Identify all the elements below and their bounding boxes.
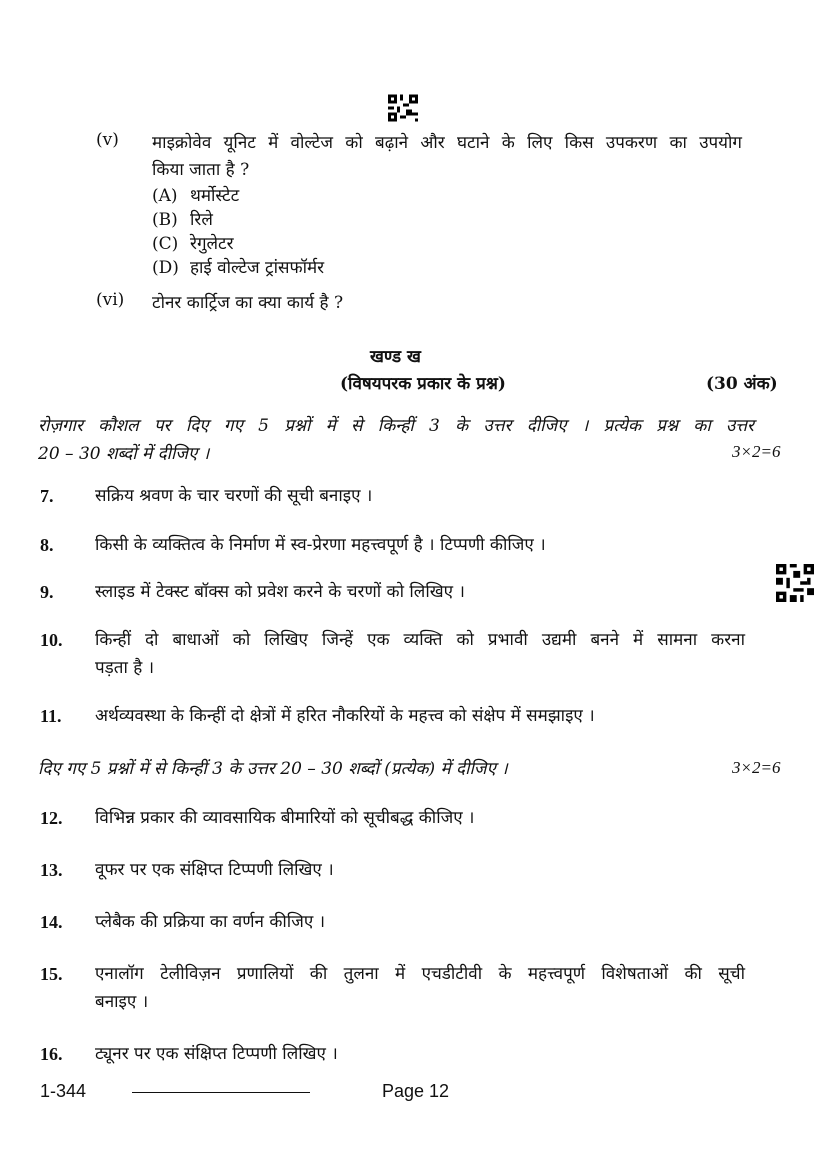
question-11-number: 11. <box>40 706 62 726</box>
question-10-text-line1: किन्हीं दो बाधाओं को लिखिए जिन्हें एक व्यक्ति को प्रभावी उद्यमी बनने में सामना करना <box>95 630 745 650</box>
question-12-number: 12. <box>40 808 63 828</box>
question-16-text: ट्यूनर पर एक संक्षिप्त टिप्पणी लिखिए । <box>95 1044 338 1064</box>
question-13-text: वूफर पर एक संक्षिप्त टिप्पणी लिखिए । <box>95 860 334 880</box>
question-16-number: 16. <box>40 1044 63 1064</box>
question-v-options <box>152 184 324 280</box>
section-marks: (30 अंक) <box>706 374 778 394</box>
footer-page-number: Page 12 <box>382 1081 450 1101</box>
question-v-text-line1: माइक्रोवेव यूनिट में वोल्टेज को बढ़ाने और घटाने के लिए किस उपकरण का उपयोग <box>152 133 742 153</box>
instruction-2-text: दिए गए 5 प्रश्नों में से किन्हीं 3 के उत्तर 20 – 30 शब्दों (प्रत्येक) में दीजिए । <box>38 759 508 779</box>
question-8-text: किसी के व्यक्तित्व के निर्माण में स्व-प्रेरणा महत्त्वपूर्ण है । टिप्पणी कीजिए । <box>95 535 546 555</box>
question-11-text: अर्थव्यवस्था के किन्हीं दो क्षेत्रों में हरित नौकरियों के महत्त्व को संक्षेप में समझाइए । <box>95 706 595 726</box>
question-v-number: (v) <box>96 130 119 150</box>
instruction-1-line1: रोज़गार कौशल पर दिए गए 5 प्रश्नों में से किन्हीं 3 के उत्तर दीजिए । प्रत्येक प्रश्न का उत्तर <box>38 416 754 436</box>
question-vi-text: टोनर कार्ट्रिज का क्या कार्य है ? <box>152 293 344 313</box>
instruction-1-marks: 3×2=6 <box>732 442 781 461</box>
option-d: (D) हाई वोल्टेज ट्रांसफॉर्मर <box>152 258 325 278</box>
question-8-number: 8. <box>40 535 54 555</box>
qr-code-side <box>776 564 814 602</box>
question-vi-number: (vi) <box>96 290 125 310</box>
footer-paper-code: 1-344 <box>40 1081 87 1101</box>
question-15-text-line2: बनाइए । <box>95 992 149 1012</box>
option-b: (B) रिले <box>152 210 213 230</box>
question-7-text: सक्रिय श्रवण के चार चरणों की सूची बनाइए । <box>95 486 373 506</box>
instruction-2-marks: 3×2=6 <box>732 758 781 777</box>
section-subtitle: (विषयपरक प्रकार के प्रश्न) <box>340 374 506 394</box>
option-c: (C) रेगुलेटर <box>152 234 234 254</box>
question-10-text-line2: पड़ता है । <box>95 658 155 678</box>
question-v-text-line2: किया जाता है ? <box>152 160 250 180</box>
qr-code-top <box>388 94 418 122</box>
question-14-text: प्लेबैक की प्रक्रिया का वर्णन कीजिए । <box>95 912 326 932</box>
question-14-number: 14. <box>40 912 63 932</box>
instruction-1-line2: 20 – 30 शब्दों में दीजिए । <box>38 444 210 464</box>
option-a: (A) थर्मोस्टेट <box>152 186 240 206</box>
question-9-number: 9. <box>40 582 54 602</box>
question-15-text-line1: एनालॉग टेलीविज़न प्रणालियों की तुलना में एचडीटीवी के महत्त्वपूर्ण विशेषताओं की सूची <box>95 964 745 984</box>
question-9-text: स्लाइड में टेक्स्ट बॉक्स को प्रवेश करने के चरणों को लिखिए । <box>95 582 465 602</box>
footer-divider <box>132 1092 310 1093</box>
question-12-text: विभिन्न प्रकार की व्यावसायिक बीमारियों को सूचीबद्ध कीजिए । <box>95 808 475 828</box>
question-10-number: 10. <box>40 630 63 650</box>
question-7-number: 7. <box>40 486 54 506</box>
question-15-number: 15. <box>40 964 63 984</box>
section-title: खण्ड ख <box>370 347 421 367</box>
question-13-number: 13. <box>40 860 63 880</box>
